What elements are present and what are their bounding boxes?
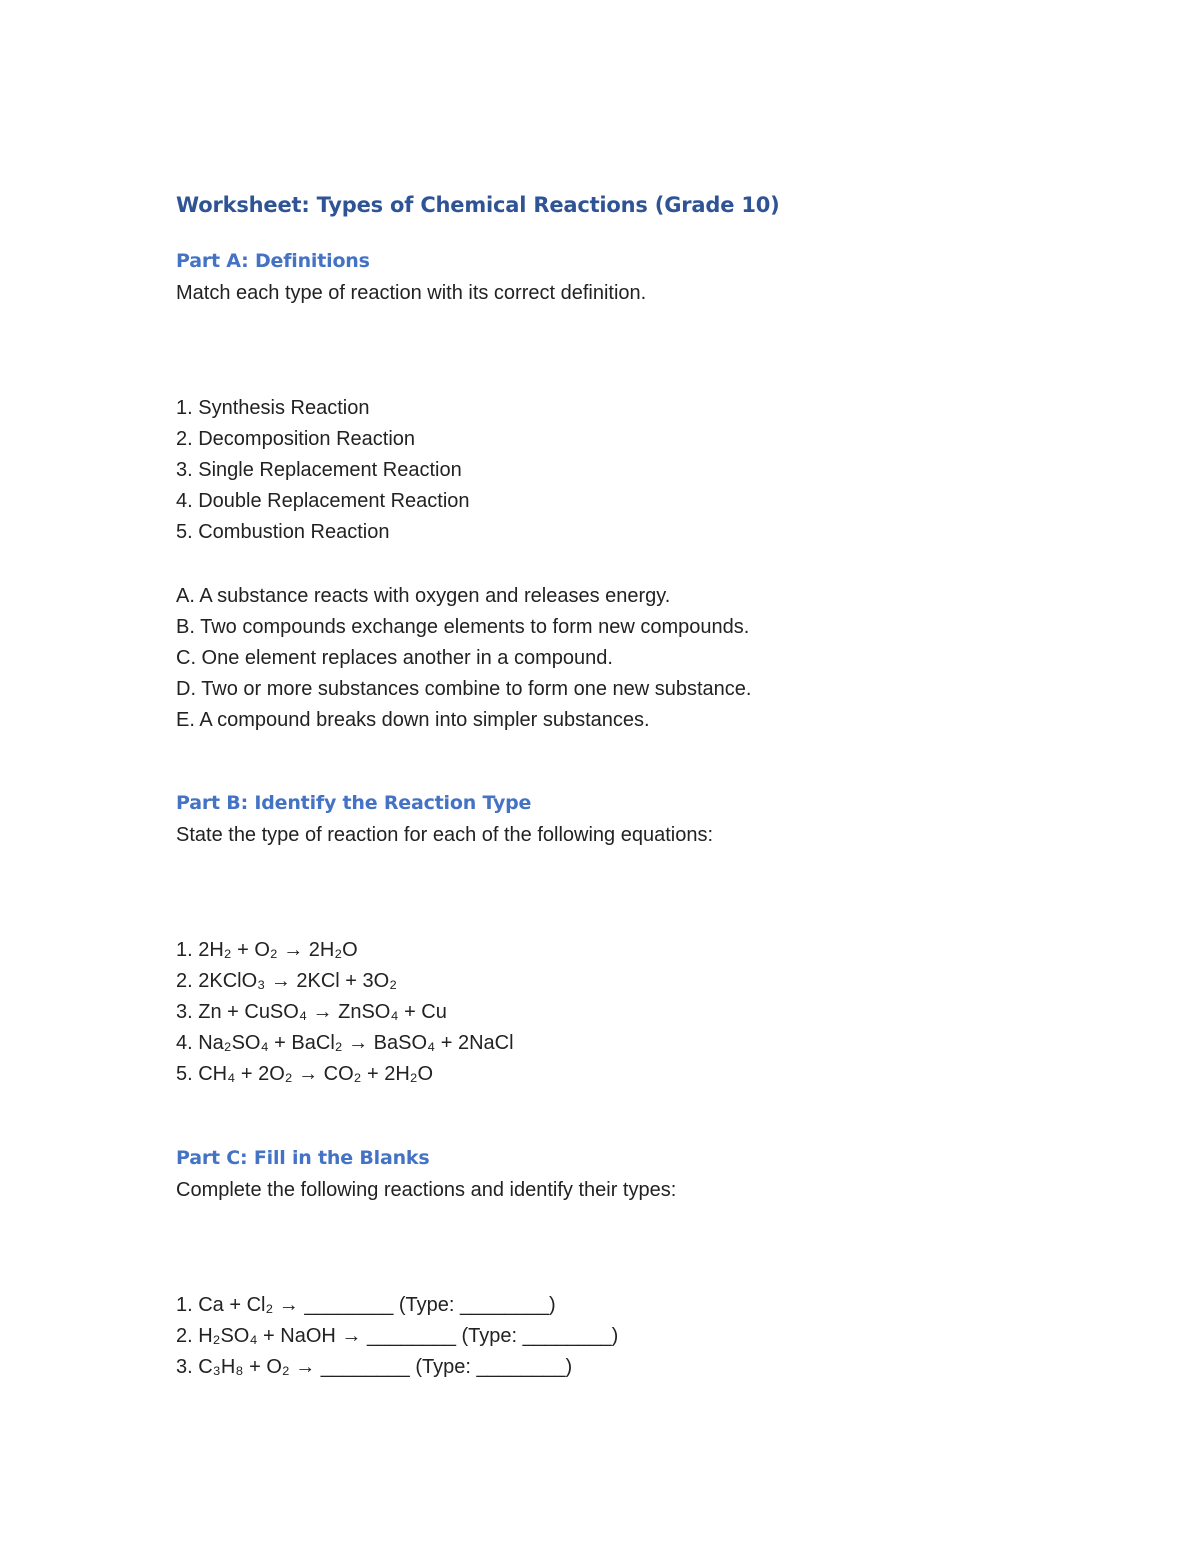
list-item: 1. 2H₂ + O₂ → 2H₂O <box>176 939 358 961</box>
list-item: E. A compound breaks down into simpler substances. <box>176 709 650 731</box>
list-item: 2. 2KClO₃ → 2KCl + 3O₂ <box>176 970 397 992</box>
part-c-item-list <box>176 1290 618 1383</box>
part-b-instruction: State the type of reaction for each of the following equations: <box>176 824 714 846</box>
list-item: B. Two compounds exchange elements to form new compounds. <box>176 616 750 638</box>
part-b-section <box>176 789 1076 850</box>
list-item: 2. H₂SO₄ + NaOH → ________ (Type: ________) <box>176 1325 619 1347</box>
document-title: Worksheet: Types of Chemical Reactions (Grade 10) <box>176 193 780 217</box>
list-item: 5. CH₄ + 2O₂ → CO₂ + 2H₂O <box>176 1063 434 1085</box>
part-a-section <box>176 247 1076 308</box>
list-item: A. A substance reacts with oxygen and releases energy. <box>176 585 671 607</box>
part-a-instruction: Match each type of reaction with its correct definition. <box>176 282 647 304</box>
part-a-reaction-list <box>176 393 470 548</box>
list-item: D. Two or more substances combine to form one new substance. <box>176 678 752 700</box>
part-c-heading: Part C: Fill in the Blanks <box>176 1147 430 1169</box>
list-item: 3. Zn + CuSO₄ → ZnSO₄ + Cu <box>176 1001 447 1023</box>
list-item: 1. Ca + Cl₂ → ________ (Type: ________) <box>176 1294 556 1316</box>
list-item: 3. Single Replacement Reaction <box>176 459 462 481</box>
list-item: 4. Na₂SO₄ + BaCl₂ → BaSO₄ + 2NaCl <box>176 1032 514 1054</box>
part-b-heading: Part B: Identify the Reaction Type <box>176 792 532 814</box>
part-a-heading: Part A: Definitions <box>176 250 370 272</box>
part-b-equation-list <box>176 935 514 1090</box>
part-a-definition-list <box>176 581 751 736</box>
list-item: 2. Decomposition Reaction <box>176 428 416 450</box>
part-c-instruction: Complete the following reactions and identify their types: <box>176 1179 677 1201</box>
list-item: 3. C₃H₈ + O₂ → ________ (Type: ________) <box>176 1356 573 1378</box>
list-item: 5. Combustion Reaction <box>176 521 390 543</box>
list-item: C. One element replaces another in a compound. <box>176 647 613 669</box>
list-item: 4. Double Replacement Reaction <box>176 490 470 512</box>
part-c-section <box>176 1144 1076 1205</box>
list-item: 1. Synthesis Reaction <box>176 397 370 419</box>
